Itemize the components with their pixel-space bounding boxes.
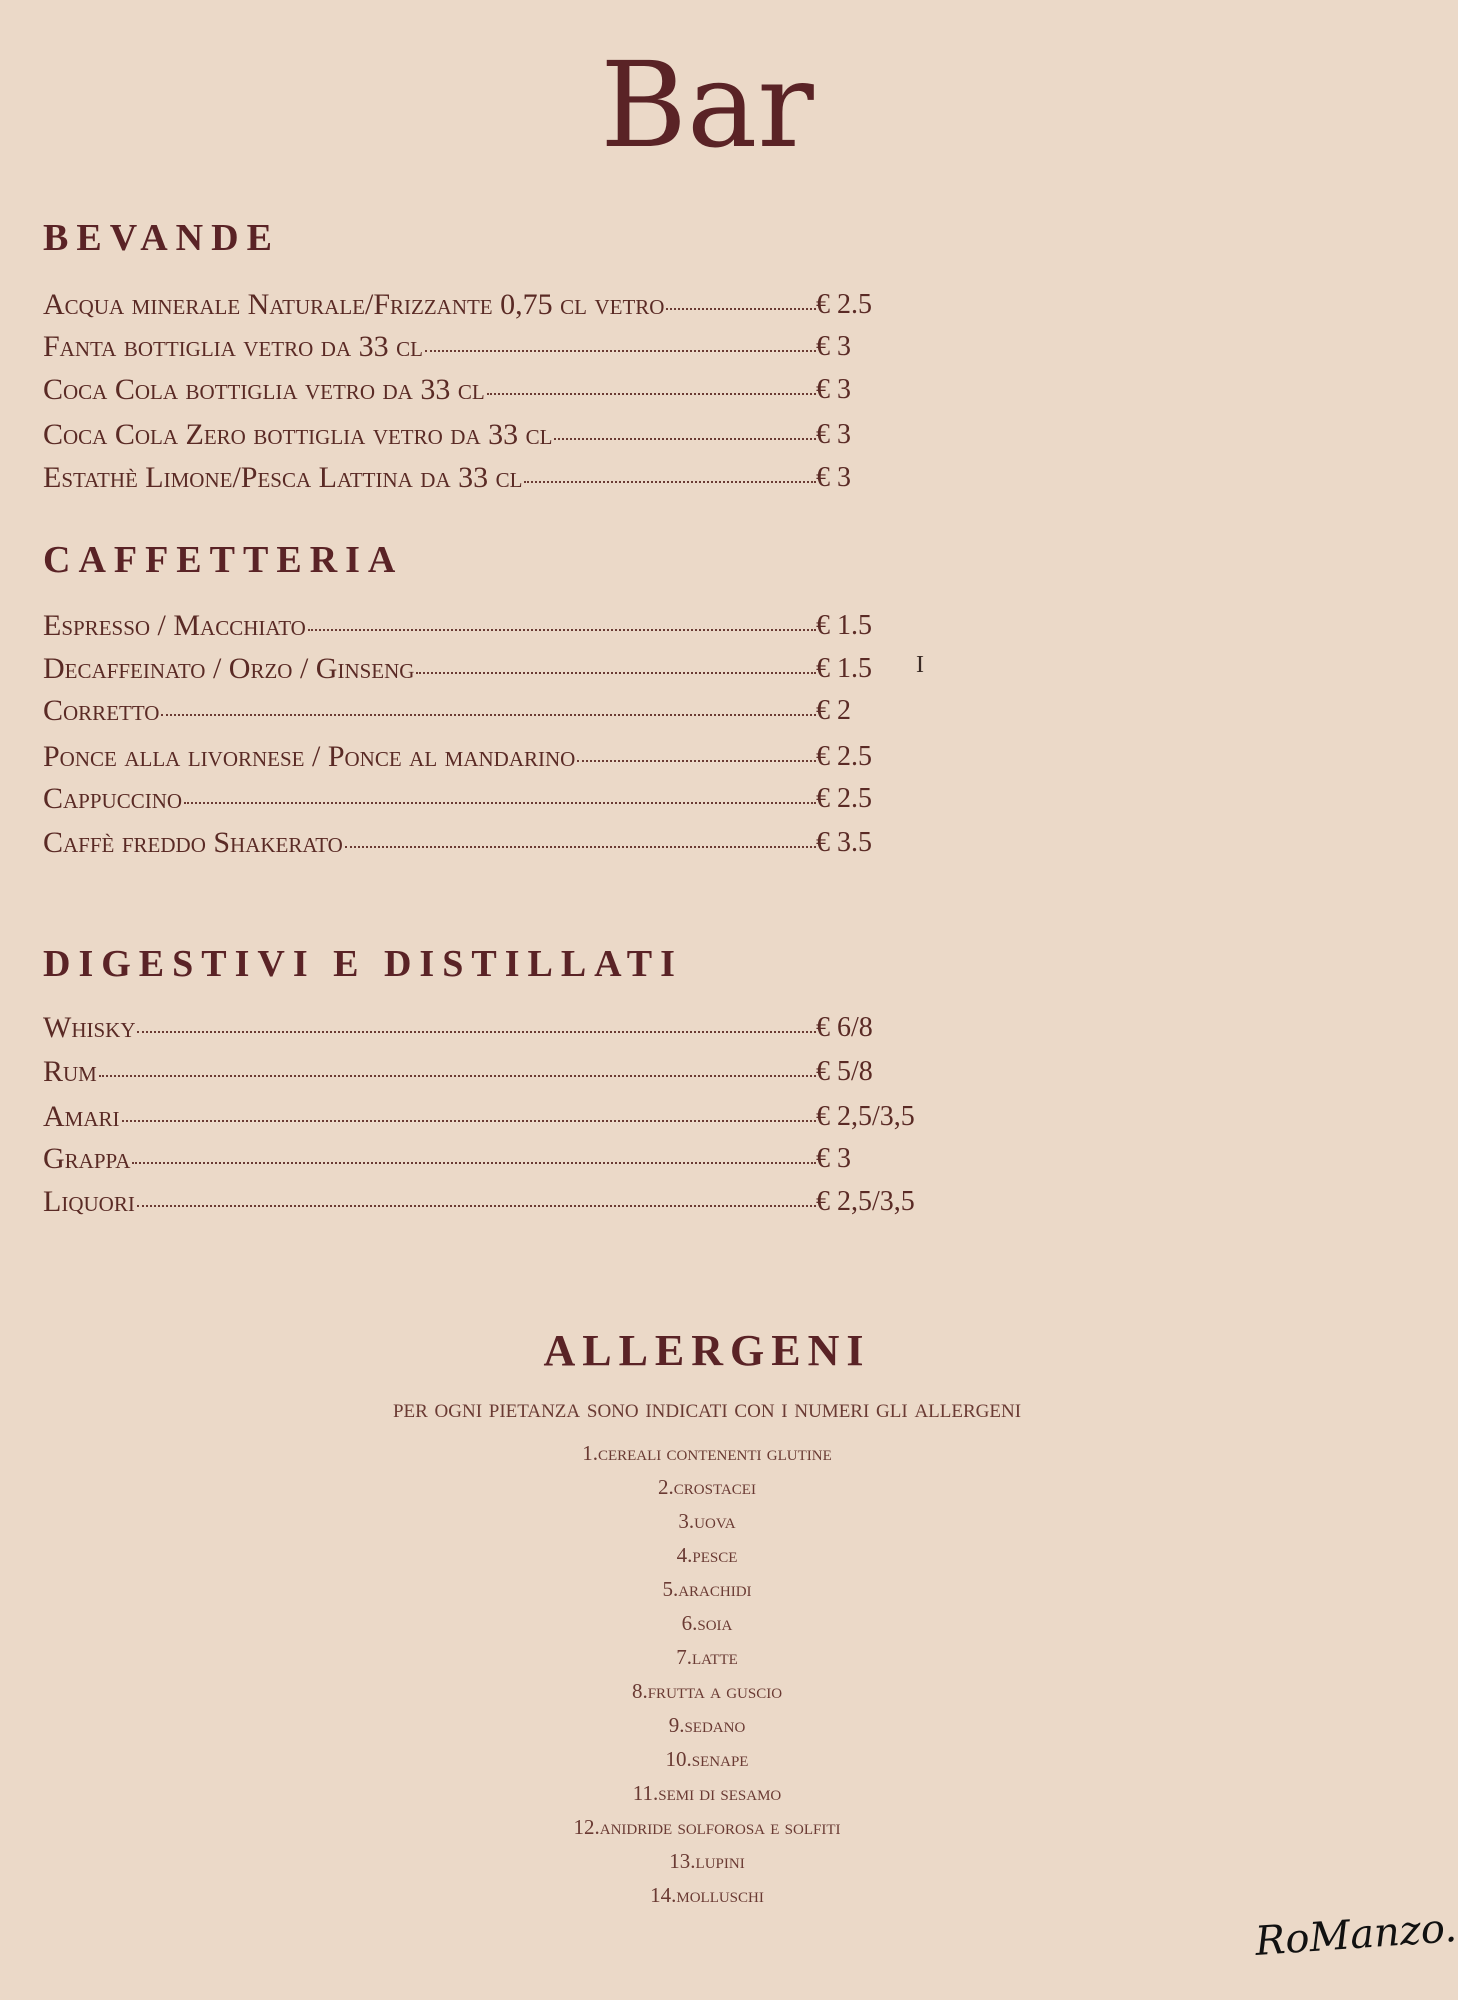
menu-item xyxy=(43,327,851,367)
item-name: Grappa xyxy=(43,1142,131,1175)
menu-item xyxy=(43,370,851,410)
menu-item xyxy=(43,823,872,863)
menu-item xyxy=(43,415,851,455)
item-price: € 1.5 xyxy=(816,653,872,684)
item-price: € 6/8 xyxy=(816,1012,873,1043)
menu-item xyxy=(43,285,872,325)
dot-leader xyxy=(161,713,816,716)
dot-leader xyxy=(524,480,816,483)
item-name: Fanta bottiglia vetro da 33 cl xyxy=(43,330,423,363)
dot-leader xyxy=(122,1119,816,1122)
menu-item xyxy=(43,1182,915,1222)
allergeni-list xyxy=(0,1436,1414,1912)
item-name: Whisky xyxy=(43,1011,136,1044)
dot-leader xyxy=(137,1204,816,1207)
item-price: € 3 xyxy=(816,331,851,362)
item-name: Coca Cola Zero bottiglia vetro da 33 cl xyxy=(43,418,553,451)
item-name: Espresso / Macchiato xyxy=(43,609,306,642)
allergen-item: 10.senape xyxy=(665,1747,749,1771)
section-heading: BEVANDE xyxy=(43,217,280,259)
allergen-item: 7.latte xyxy=(676,1645,738,1669)
dot-leader xyxy=(345,845,816,848)
allergen-item: 5.arachidi xyxy=(662,1577,752,1601)
dot-leader xyxy=(577,759,816,762)
menu-item xyxy=(43,458,851,498)
item-price: € 3 xyxy=(816,1143,851,1174)
romanzo-logo: RoManzo. xyxy=(1253,1905,1458,1965)
item-name: Cappuccino xyxy=(43,782,183,815)
item-name: Caffè freddo Shakerato xyxy=(43,826,343,859)
dot-leader xyxy=(487,392,816,395)
allergen-item: 1.cereali contenenti glutine xyxy=(582,1441,832,1465)
allergen-item: 12.anidride solforosa e solfiti xyxy=(573,1815,841,1839)
item-price: € 3 xyxy=(816,419,851,450)
dot-leader xyxy=(554,437,816,440)
menu-item xyxy=(43,779,872,819)
section-heading: DIGESTIVI E DISTILLATI xyxy=(43,943,683,985)
dot-leader xyxy=(184,801,816,804)
menu-item xyxy=(43,606,872,646)
allergen-item: 3.uova xyxy=(678,1509,736,1533)
item-price: € 2.5 xyxy=(816,741,872,772)
allergen-item: 14.molluschi xyxy=(650,1883,764,1907)
item-price: € 2.5 xyxy=(816,289,872,320)
item-name: Corretto xyxy=(43,694,160,727)
allergen-item: 6.soia xyxy=(681,1611,733,1635)
item-name: Estathè Limone/Pesca Lattina da 33 cl xyxy=(43,461,523,494)
allergen-item: 4.pesce xyxy=(676,1543,738,1567)
allergeni-subtitle: per ogni pietanza sono indicati con i numeri gli allergeni xyxy=(392,1393,1022,1423)
item-name: Decaffeinato / Orzo / Ginseng xyxy=(43,652,415,685)
dot-leader xyxy=(666,307,816,310)
item-price: € 3 xyxy=(816,462,851,493)
stray-mark: I xyxy=(916,652,924,678)
item-price: € 2 xyxy=(816,695,851,726)
allergen-item: 13.lupini xyxy=(669,1849,745,1873)
menu-item xyxy=(43,649,872,689)
menu-item xyxy=(43,1052,873,1092)
dot-leader xyxy=(416,671,816,674)
page-title: Bar xyxy=(600,36,814,174)
item-price: € 3 xyxy=(816,374,851,405)
allergen-item: 8.frutta a guscio xyxy=(631,1679,783,1703)
item-name: Coca Cola bottiglia vetro da 33 cl xyxy=(43,373,485,406)
menu-item xyxy=(43,1097,915,1137)
menu-item xyxy=(43,691,851,731)
dot-leader xyxy=(425,349,816,352)
item-price: € 2,5/3,5 xyxy=(816,1186,915,1217)
item-price: € 3.5 xyxy=(816,827,872,858)
item-name: Acqua minerale Naturale/Frizzante 0,75 cl vetro xyxy=(43,288,665,321)
section-heading: CAFFETTERIA xyxy=(43,539,404,581)
item-price: € 1.5 xyxy=(816,610,872,641)
item-price: € 5/8 xyxy=(816,1056,873,1087)
dot-leader xyxy=(137,1030,816,1033)
menu-item xyxy=(43,1139,851,1179)
dot-leader xyxy=(308,628,816,631)
dot-leader xyxy=(99,1074,816,1077)
dot-leader xyxy=(132,1161,816,1164)
item-price: € 2.5 xyxy=(816,783,872,814)
allergen-item: 11.semi di sesamo xyxy=(632,1781,782,1805)
allergen-item: 2.crostacei xyxy=(658,1475,756,1499)
allergeni-heading: ALLERGENI xyxy=(543,1326,871,1375)
item-name: Ponce alla livornese / Ponce al mandarino xyxy=(43,740,576,773)
allergen-item: 9.sedano xyxy=(668,1713,746,1737)
item-name: Amari xyxy=(43,1100,120,1133)
item-name: Rum xyxy=(43,1055,97,1088)
item-name: Liquori xyxy=(43,1185,135,1218)
menu-item xyxy=(43,737,872,777)
menu-item xyxy=(43,1008,873,1048)
item-price: € 2,5/3,5 xyxy=(816,1101,915,1132)
